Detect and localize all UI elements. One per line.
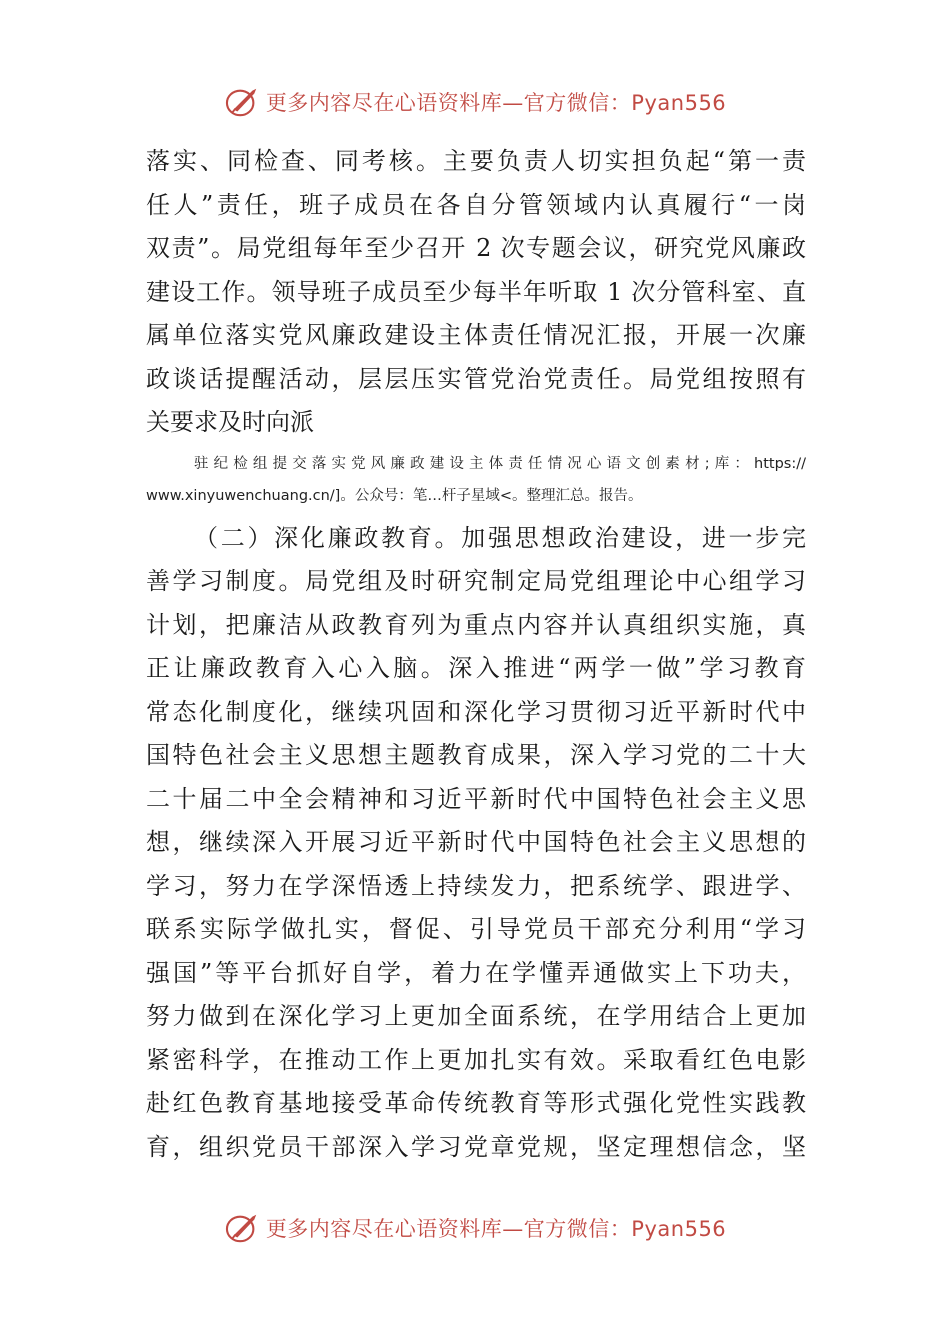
text-line: 关要求及时向派 [146, 408, 314, 436]
document-body [146, 140, 806, 1169]
text-line: 建设工作。领导班子成员至少每半年听取 1 次分管科室、直 [146, 277, 806, 306]
header-banner [0, 82, 950, 122]
text-line: 任人”责任，班子成员在各自分管领域内认真履行“一岗 [146, 190, 806, 219]
source-note-line: 驻纪检组提交落实党风廉政建设主体责任情况心语文创素材;库：https:// [194, 455, 806, 472]
quill-logo-icon [224, 85, 262, 119]
text-line: 强国”等平台抓好自学，着力在学懂弄通做实上下功夫， [146, 958, 806, 987]
footer-banner-text: 更多内容尽在心语资料库—官方微信：Pyan556 [265, 1217, 727, 1241]
quill-logo-icon [224, 1211, 262, 1245]
text-line: 政谈话提醒活动，层层压实管党治党责任。局党组按照有 [146, 364, 806, 393]
text-line: 善学习制度。局党组及时研究制定局党组理论中心组学习 [146, 567, 806, 595]
text-line: 常态化制度化，继续巩固和深化学习贯彻习近平新时代中 [146, 697, 806, 726]
text-line: 正让廉政教育入心入脑。深入推进“两学一做”学习教育 [146, 654, 806, 682]
paragraph-2 [146, 517, 806, 1170]
text-line: 赴红色教育基地接受革命传统教育等形式强化党性实践教 [146, 1089, 806, 1117]
text-line: 育，组织党员干部深入学习党章党规，坚定理想信念，坚 [146, 1132, 806, 1161]
text-line: 努力做到在深化学习上更加全面系统，在学用结合上更加 [146, 1002, 806, 1030]
text-line: （二）深化廉政教育。加强思想政治建设，进一步完 [194, 523, 806, 552]
header-banner-text: 更多内容尽在心语资料库—官方微信：Pyan556 [265, 91, 727, 115]
text-line: 计划，把廉洁从政教育列为重点内容并认真组织实施，真 [146, 610, 806, 639]
text-line: 学习，努力在学深悟透上持续发力，把系统学、跟进学、 [146, 871, 806, 900]
source-note [146, 451, 806, 509]
paragraph-1 [146, 140, 806, 445]
text-line: 属单位落实党风廉政建设主体责任情况汇报，开展一次廉 [146, 321, 806, 349]
text-line: 二十届二中全会精神和习近平新时代中国特色社会主义思 [146, 784, 806, 813]
footer-banner [0, 1208, 950, 1248]
text-line: 想，继续深入开展习近平新时代中国特色社会主义思想的 [146, 828, 806, 856]
source-note-line: www.xinyuwenchuang.cn/]。公众号：笔…杆子星域<。整理汇总。报告。 [146, 487, 643, 504]
text-line: 国特色社会主义思想主题教育成果，深入学习党的二十大 [146, 741, 806, 769]
text-line: 紧密科学，在推动工作上更加扎实有效。采取看红色电影 [146, 1045, 806, 1074]
text-line: 落实、同检查、同考核。主要负责人切实担负起“第一责 [146, 147, 806, 175]
text-line: 联系实际学做扎实，督促、引导党员干部充分利用“学习 [146, 915, 806, 943]
text-line: 双责”。局党组每年至少召开 2 次专题会议，研究党风廉政 [146, 234, 806, 262]
